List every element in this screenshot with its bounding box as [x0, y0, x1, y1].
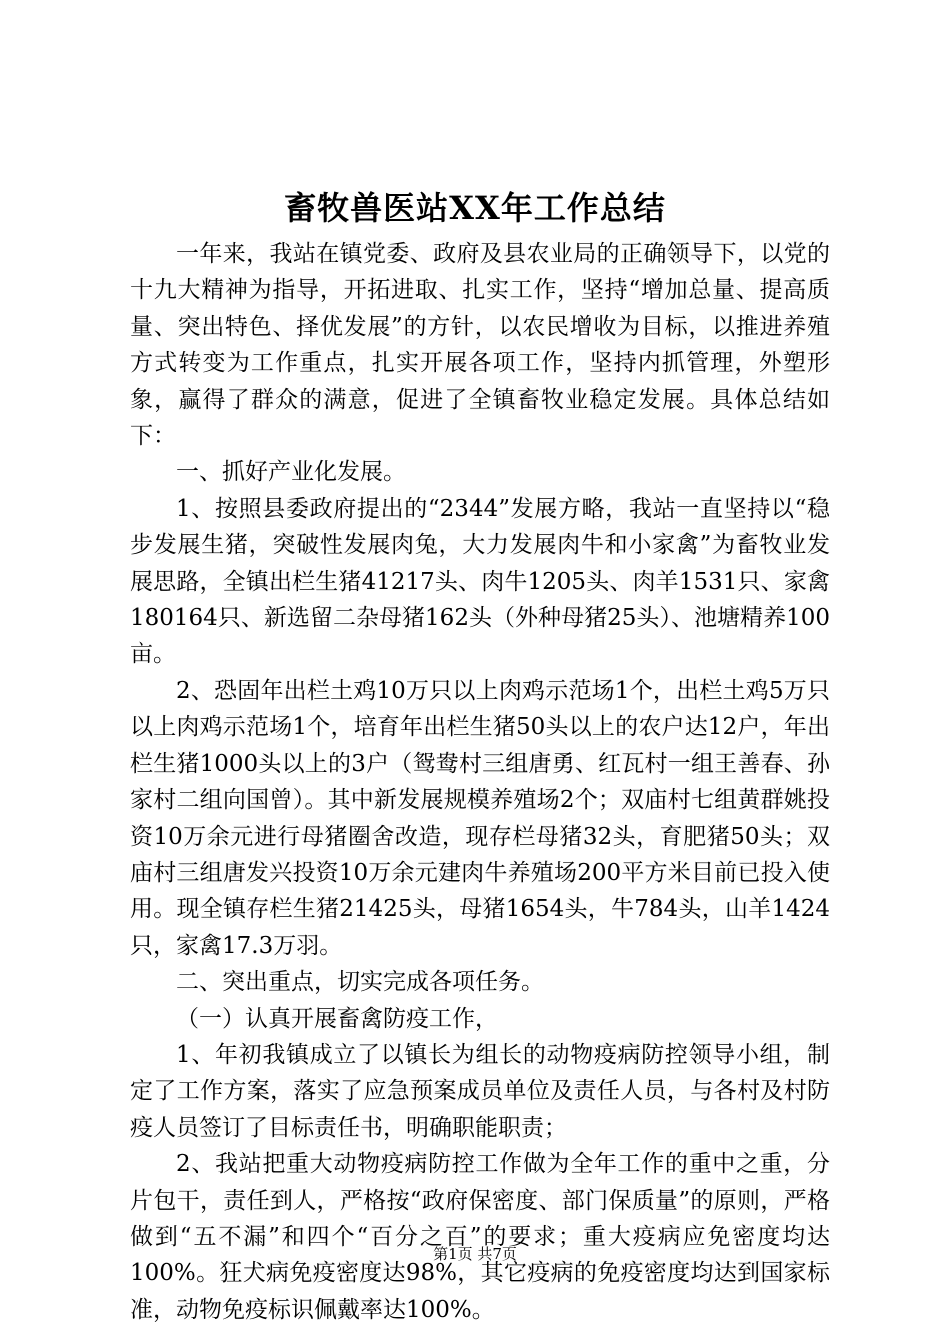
subsection-heading-2-1: （一）认真开展畜禽防疫工作， [176, 1005, 498, 1032]
document-title: 畜牧兽医站XX年工作总结 [284, 189, 666, 227]
paragraph-intro: 一年来，我站在镇党委、政府及县农业局的正确领导下，以党的十九大精神为指导，开拓进取、扎实工作，坚持“增加总量、提高质量、突出特色、择优发展”的方针，以农民增收为目标，以推进养殖方式转变为工作重点，扎实开展各项工作，坚持内抓管理，外塑形象，赢得了群众的满意，促进了全镇畜牧业稳定发展。具体总结如下： [130, 241, 830, 450]
paragraph-1-1: 1、按照县委政府提出的“2344”发展方略，我站一直坚持以“稳步发展生猪，突破性发展肉兔，大力发展肉牛和小家禽”为畜牧业发展思路，全镇出栏生猪41217头、肉牛1205头、肉羊1531只、家禽180164只、新选留二杂母猪162头（外种母猪25头）、池塘精养100亩。 [130, 495, 830, 668]
paragraph-1-2: 2、恐固年出栏土鸡10万只以上肉鸡示范场1个，出栏土鸡5万只以上肉鸡示范场1个，培育年出栏生猪50头以上的农户达12户，年出栏生猪1000头以上的3户（鸳鸯村三组唐勇、红瓦村一组王善春、孙家村二组向国曾）。其中新发展规模养殖场2个；双庙村七组黄群姚投资10万余元进行母猪圈舍改造，现存栏母猪32头，育肥猪50头；双庙村三组唐发兴投资10万余元建肉牛养殖场200平方米目前已投入使用。现全镇存栏生猪21425头，母猪1654头，牛784头，山羊1424只，家禽17.3万羽。 [130, 677, 830, 959]
section-heading-2: 二、突出重点，切实完成各项任务。 [176, 969, 544, 996]
section-heading-1: 一、抓好产业化发展。 [176, 459, 406, 486]
document-body [130, 236, 830, 1328]
paragraph-2-1-1: 1、年初我镇成立了以镇长为组长的动物疫病防控领导小组，制定了工作方案，落实了应急预案成员单位及责任人员，与各村及村防疫人员签订了目标责任书，明确职能职责； [130, 1041, 830, 1141]
page-footer: 第1页 共7页 [433, 1245, 517, 1263]
paragraph-2-1-2: 2、我站把重大动物疫病防控工作做为全年工作的重中之重，分片包干，责任到人，严格按“政府保密度、部门保质量”的原则，严格做到“五不漏”和四个“百分之百”的要求；重大疫病应免密度均达100%。狂犬病免疫密度达98%，其它疫病的免疫密度均达到国家标准，动物免疫标识佩戴率达100%。 [130, 1151, 830, 1323]
